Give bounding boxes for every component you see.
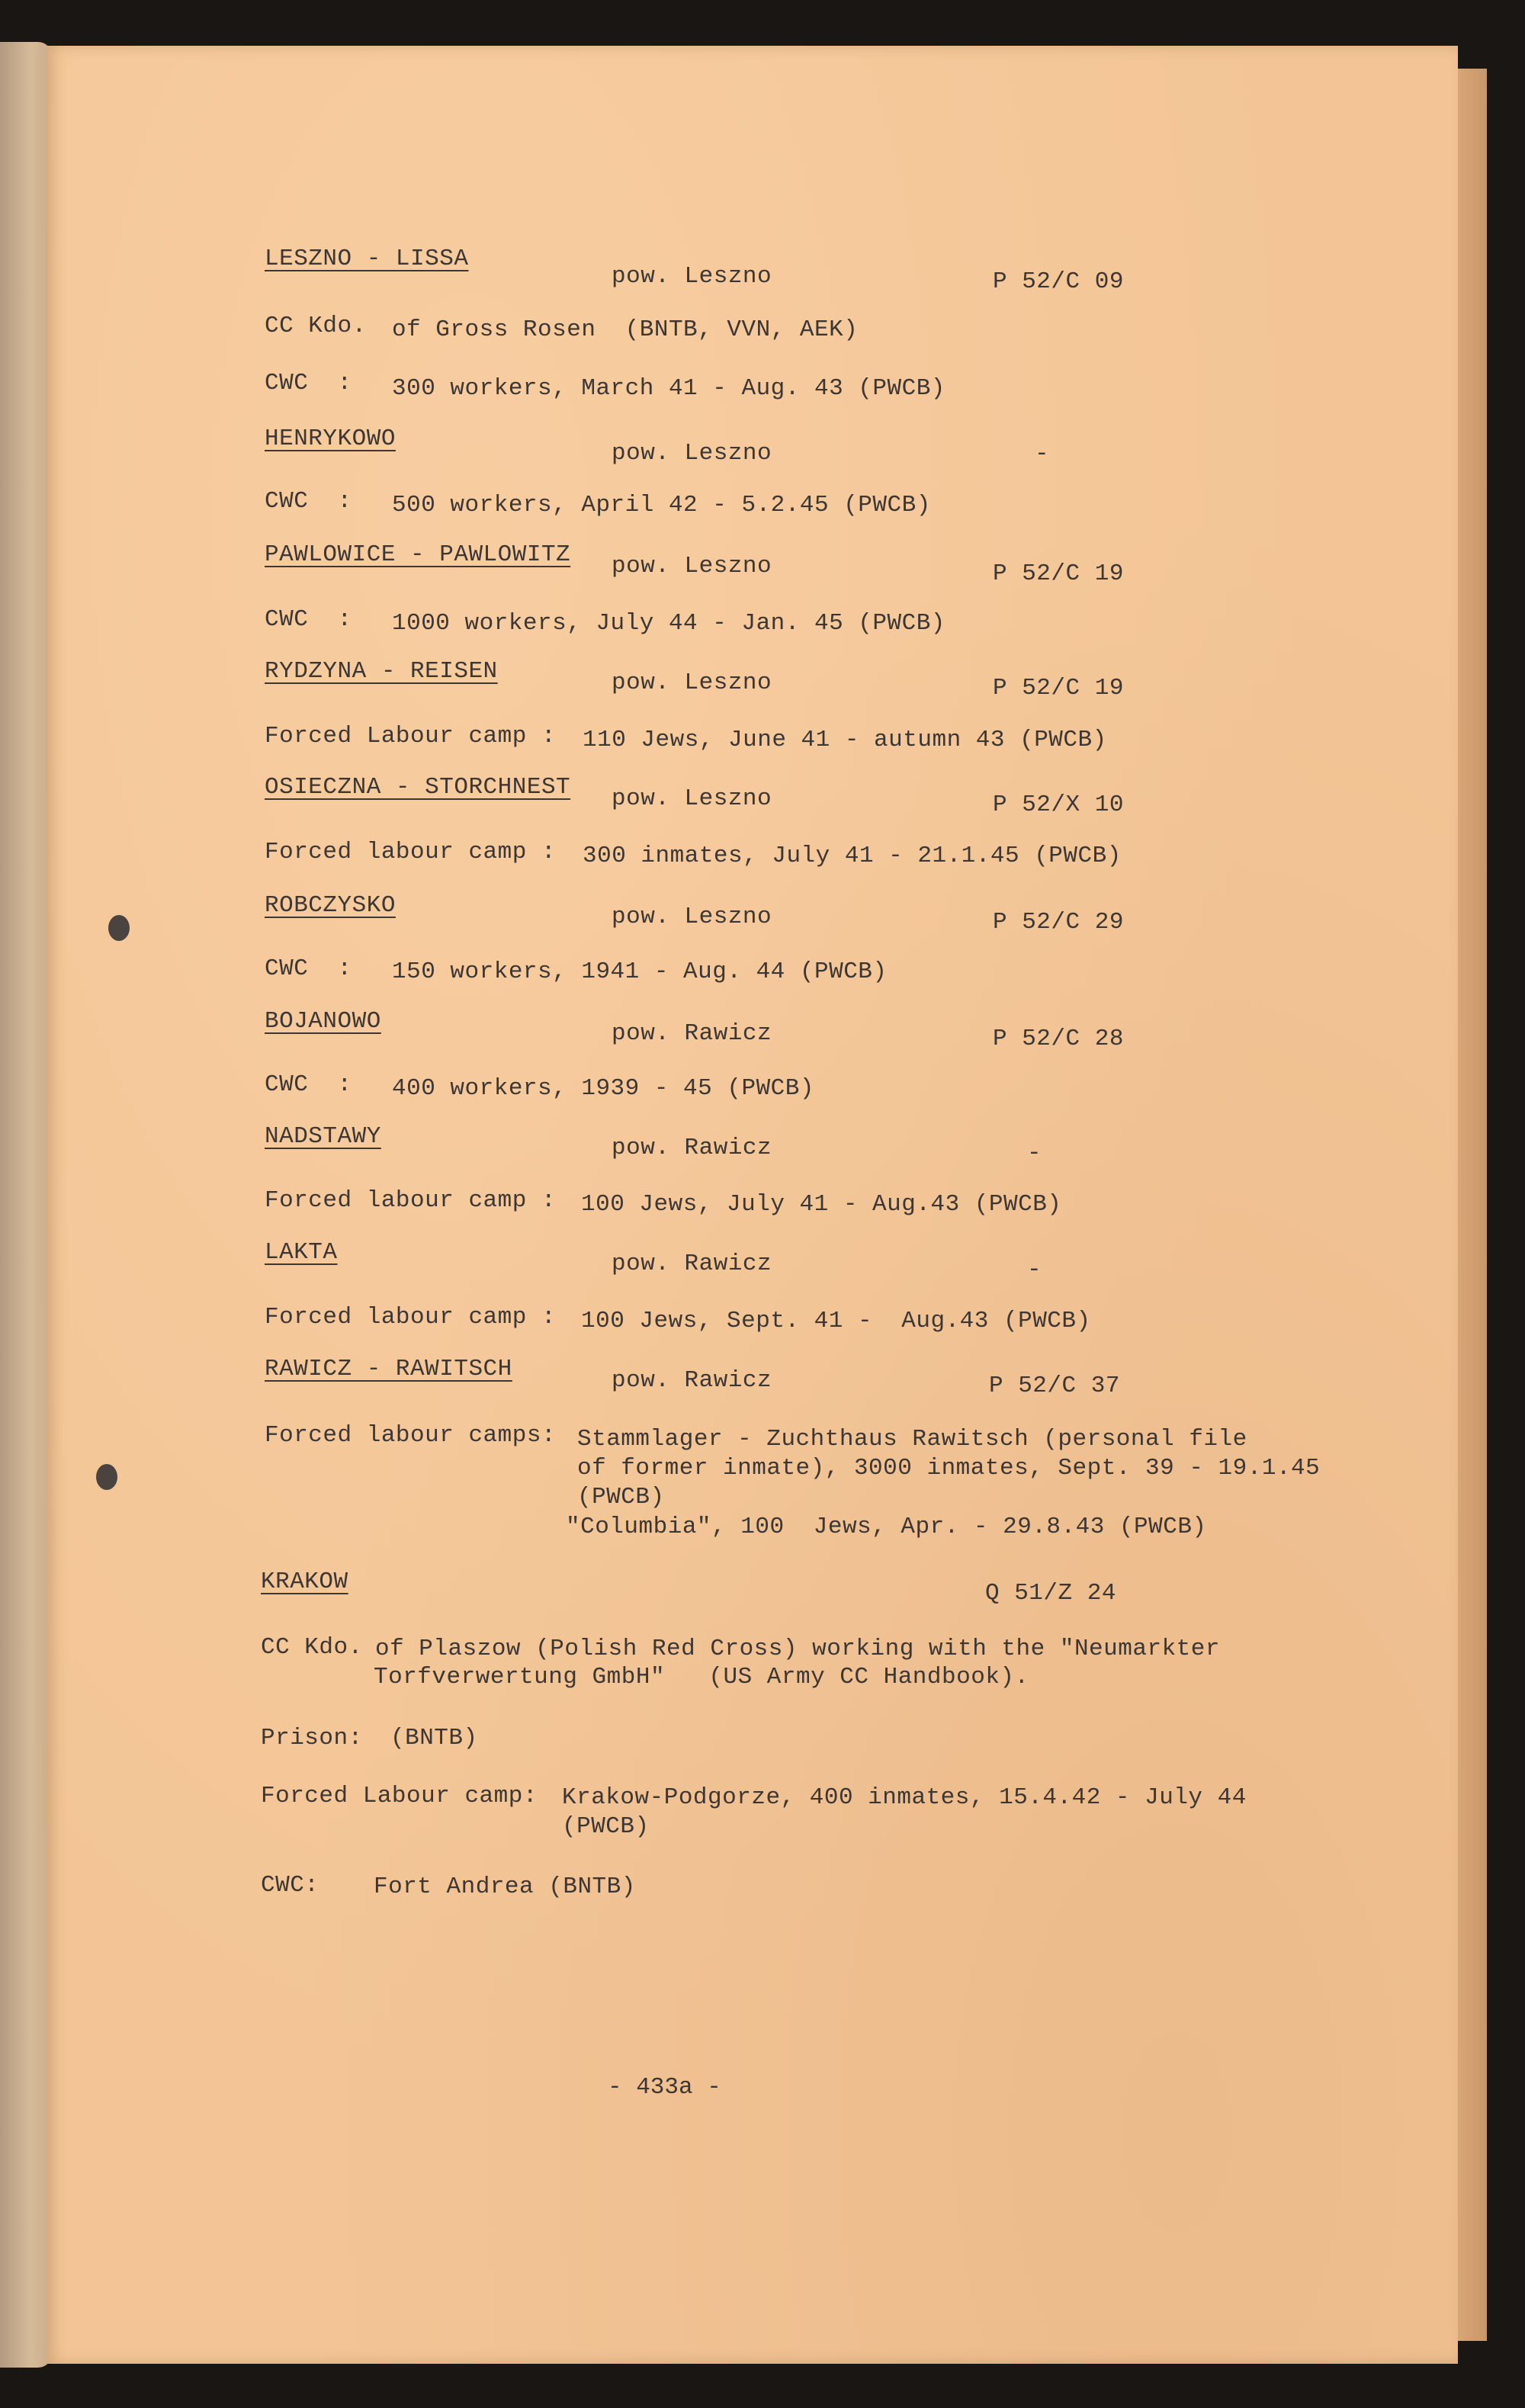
camp-detail: (PWCB) [577,1484,665,1511]
camp-detail: (BNTB) [390,1725,478,1751]
camp-label: CC Kdo. [261,1634,363,1661]
county: pow. Rawicz [612,1020,772,1047]
camp-detail: (PWCB) [562,1813,650,1840]
map-reference: P 52/C 19 [993,675,1124,702]
map-reference: P 52/X 10 [993,791,1124,818]
county: pow. Leszno [612,440,772,467]
camp-label: Prison: [261,1725,363,1751]
map-reference: - [1035,441,1050,467]
camp-detail: of former inmate), 3000 inmates, Sept. 39 - 19.1.45 [577,1455,1321,1482]
camp-detail: "Columbia", 100 Jews, Apr. - 29.8.43 (PWCB) [566,1514,1207,1540]
camp-detail: 150 workers, 1941 - Aug. 44 (PWCB) [392,958,888,985]
camp-label: CC Kdo. [265,313,381,339]
camp-label: Forced labour camps: [265,1422,557,1449]
camp-label: CWC : [265,370,352,397]
map-reference: P 52/C 37 [989,1373,1120,1399]
camp-detail: of Gross Rosen (BNTB, VVN, AEK) [392,316,859,343]
camp-detail: Torfverwertung GmbH" (US Army CC Handbook). [374,1664,1029,1690]
camp-detail: of Plaszow (Polish Red Cross) working with the "Neumarkter [375,1636,1220,1662]
camp-label: CWC: [261,1872,319,1899]
camp-label: CWC : [265,606,352,633]
place-name: NADSTAWY [265,1123,381,1150]
camp-detail: Krakow-Podgorze, 400 inmates, 15.4.42 - July 44 [562,1784,1247,1811]
county: pow. Rawicz [612,1251,772,1277]
camp-label: CWC : [265,1071,352,1098]
map-reference: - [1027,1257,1042,1283]
county: pow. Leszno [612,669,772,696]
camp-detail: Fort Andrea (BNTB) [374,1873,636,1900]
map-reference: - [1027,1140,1042,1167]
place-name: BOJANOWO [265,1008,381,1035]
place-name: KRAKOW [261,1568,348,1595]
camp-detail: 500 workers, April 42 - 5.2.45 (PWCB) [392,492,931,519]
camp-label: CWC : [265,955,352,982]
place-name: OSIECZNA - STORCHNEST [265,774,571,801]
map-reference: P 52/C 28 [993,1026,1124,1052]
camp-label: Forced labour camp : [265,1187,557,1214]
camp-label: Forced labour camp : [265,1304,557,1331]
place-name: ROBCZYSKO [265,892,396,919]
county: pow. Leszno [612,263,772,290]
camp-detail: 100 Jews, July 41 - Aug.43 (PWCB) [581,1191,1062,1218]
county: pow. Leszno [612,785,772,812]
place-name: HENRYKOWO [265,425,396,452]
place-name: LESZNO - LISSA [265,246,469,272]
document-page [47,46,1458,2364]
camp-detail: 400 workers, 1939 - 45 (PWCB) [392,1075,814,1102]
map-reference: P 52/C 19 [993,560,1124,587]
place-name: RYDZYNA - REISEN [265,658,498,685]
camp-detail: 100 Jews, Sept. 41 - Aug.43 (PWCB) [581,1308,1091,1334]
camp-detail: 110 Jews, June 41 - autumn 43 (PWCB) [583,727,1107,753]
camp-detail: Stammlager - Zuchthaus Rawitsch (personal file [577,1426,1247,1453]
camp-detail: 300 inmates, July 41 - 21.1.45 (PWCB) [583,843,1122,869]
county: pow. Leszno [612,553,772,580]
camp-label: Forced Labour camp: [261,1783,538,1809]
county: pow. Rawicz [612,1135,772,1161]
map-reference: P 52/C 09 [993,268,1124,295]
map-reference: Q 51/Z 24 [985,1580,1116,1607]
page-number: - 433a - [608,2074,721,2101]
camp-label: CWC : [265,488,352,515]
place-name: PAWLOWICE - PAWLOWITZ [265,541,571,568]
camp-label: Forced labour camp : [265,839,557,865]
county: pow. Leszno [612,904,772,930]
map-reference: P 52/C 29 [993,909,1124,936]
camp-detail: 1000 workers, July 44 - Jan. 45 (PWCB) [392,610,946,637]
camp-detail: 300 workers, March 41 - Aug. 43 (PWCB) [392,375,946,402]
facing-page-edge [0,42,52,2368]
binding-hole [108,915,130,941]
county: pow. Rawicz [612,1367,772,1394]
binding-hole [96,1464,117,1490]
camp-label: Forced Labour camp : [265,723,557,750]
place-name: RAWICZ - RAWITSCH [265,1356,512,1382]
place-name: LAKTA [265,1239,338,1266]
